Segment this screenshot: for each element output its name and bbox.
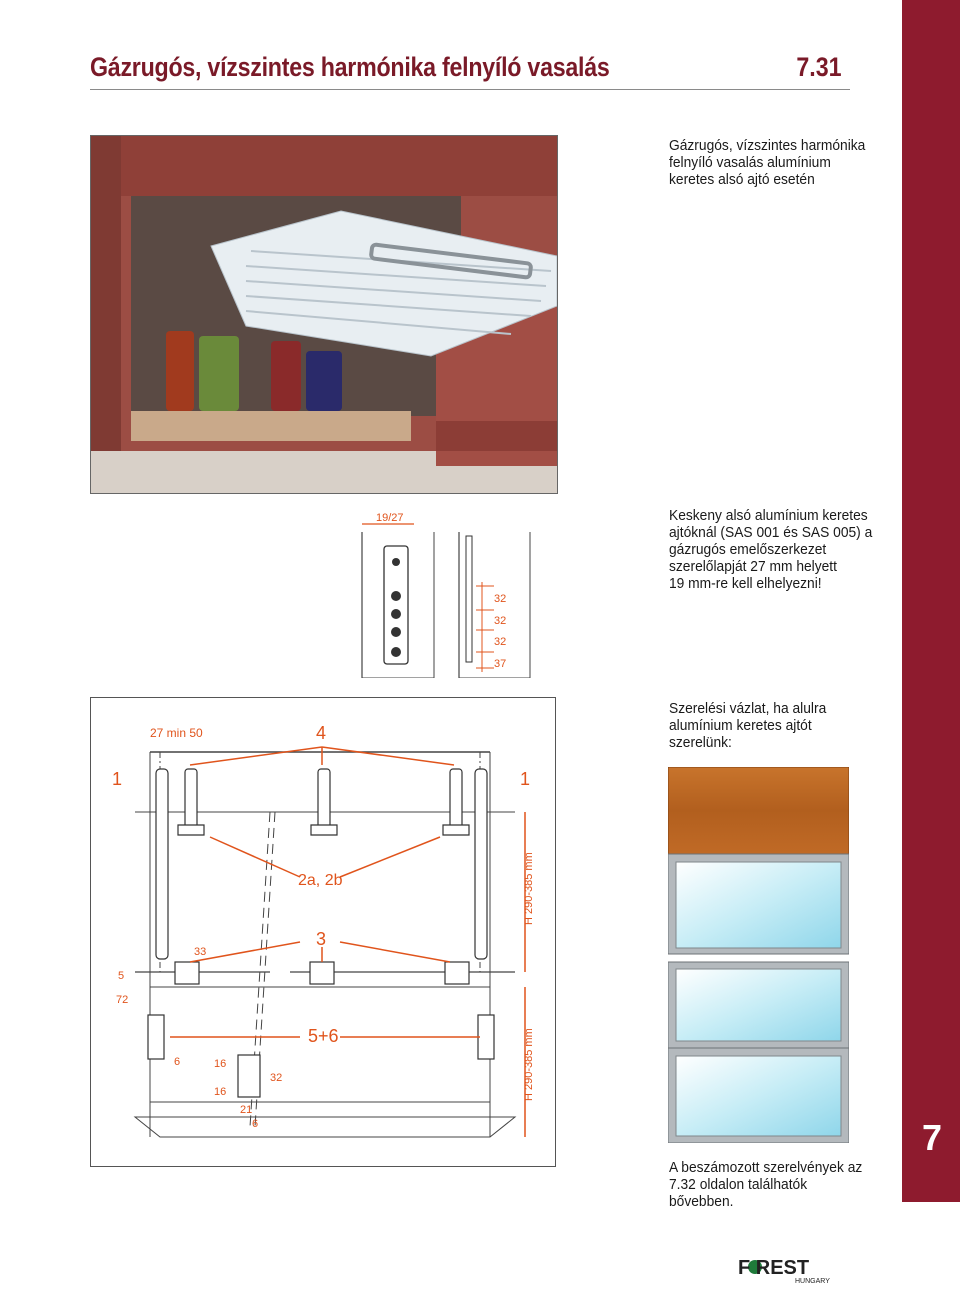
header-divider — [90, 89, 850, 90]
door-layout-diagram — [668, 767, 849, 1143]
logo-subtext: HUNGARY — [795, 1278, 830, 1285]
note-text: Keskeny alsó alumínium keretes ajtóknál (SAS 001 és SAS 005) a gázrugós emelőszerkezet szerelőlapját 27 mm helyett 19 mm-re kell elhelyezni! — [669, 507, 873, 592]
dim-21: 21 — [240, 1104, 253, 1116]
dim-72: 72 — [116, 994, 129, 1006]
detail-dim-1: 32 — [494, 593, 507, 605]
forest-logo — [738, 1255, 848, 1285]
part-56-label: 5+6 — [308, 1026, 339, 1046]
assembly-schematic — [90, 697, 556, 1167]
detail-width-label: 19/27 — [376, 512, 404, 524]
dim-top: 27 min 50 — [150, 726, 203, 740]
mounting-detail-drawing — [354, 506, 534, 678]
height-top: H 290-385 mm — [523, 852, 535, 925]
dim-32: 32 — [270, 1072, 283, 1084]
part-1-left-label: 1 — [112, 769, 123, 789]
page-number: 7.31 — [796, 52, 842, 82]
dim-16-b: 16 — [214, 1086, 227, 1098]
dim-6-b: 6 — [252, 1118, 259, 1130]
part-4-label: 4 — [316, 723, 327, 743]
dim-33: 33 — [194, 946, 207, 958]
side-band — [902, 0, 960, 1202]
intro-text: Gázrugós, vízszintes harmónika felnyíló vasalás alumínium keretes alsó ajtó esetén — [669, 137, 866, 188]
detail-dim-2: 32 — [494, 615, 507, 627]
detail-dim-3: 32 — [494, 636, 507, 648]
height-bottom: H 290-385 mm — [523, 1028, 535, 1101]
chapter-tab: 7 — [921, 1117, 942, 1158]
part-2-label: 2a, 2b — [298, 872, 343, 889]
part-3-label: 3 — [316, 929, 327, 949]
page-title: Gázrugós, vízszintes harmónika felnyíló vasalás — [90, 52, 610, 82]
sketch-title-text: Szerelési vázlat, ha alulra alumínium keretes ajtót szerelünk: — [669, 700, 827, 751]
product-photo — [90, 135, 558, 494]
detail-dim-4: 37 — [494, 658, 507, 670]
dim-16-a: 16 — [214, 1058, 227, 1070]
dim-6: 6 — [174, 1056, 181, 1068]
footer-text: A beszámozott szerelvények az 7.32 oldalon találhatók bővebben. — [669, 1159, 863, 1210]
part-1-right-label: 1 — [520, 769, 531, 789]
dim-5: 5 — [118, 970, 125, 982]
logo-text: F REST — [738, 1257, 810, 1279]
